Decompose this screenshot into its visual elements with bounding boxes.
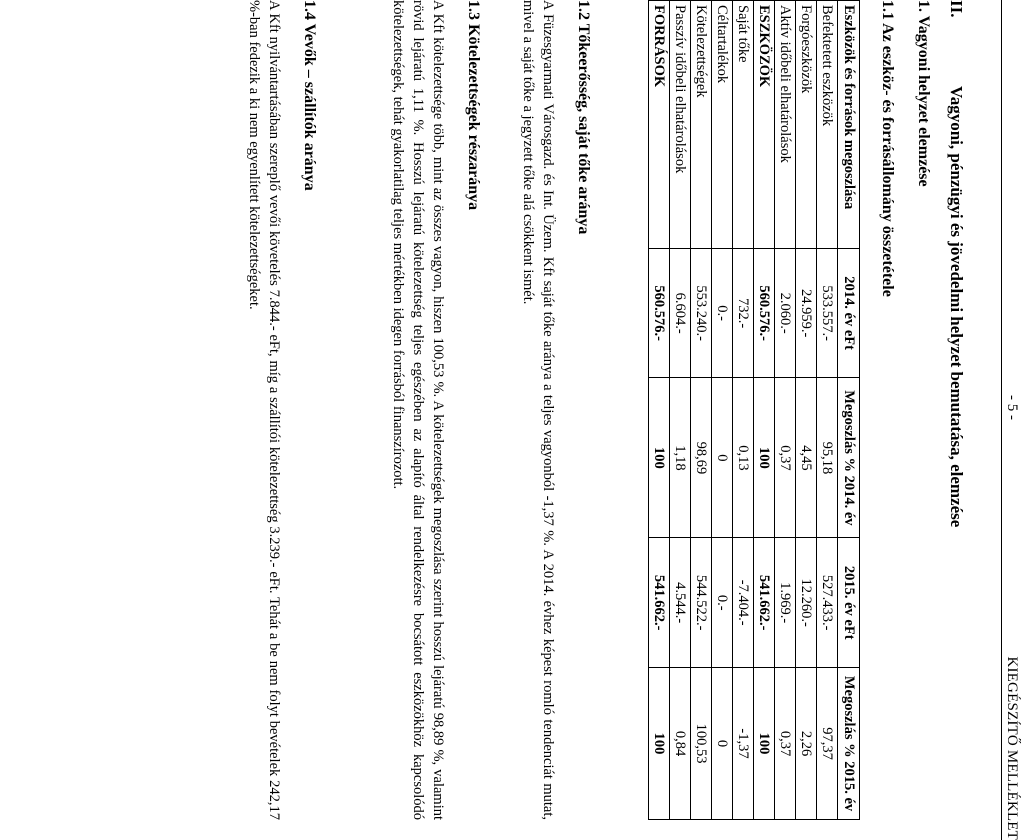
table-row	[796, 1, 817, 820]
row-label: Kötelezettségek	[691, 1, 712, 249]
row-value: 732.-	[733, 248, 754, 378]
row-value: 6.604.-	[670, 248, 691, 378]
row-label: Forgóeszközök	[796, 1, 817, 249]
row-value: 100	[649, 668, 670, 820]
paragraph-liabilities: A Kft kötelezettsége több, mint az összes vagyon, hiszen 100,53 %. A kötelezettségek megoszlása szerint hosszú lejáratú 98,89 %, valamint rövid lejáratú 1,11 %. Hosszú lejáratú kötelezettség teljes egészében az alapító által rendelkezésre bocsátott eszközökhöz kapcsolódó kötelezettségek, tehát gyakorlatilag teljes mértékben idegen forrásból finanszírozott.	[390, 0, 446, 820]
row-value: 100	[754, 668, 775, 820]
row-value: 533.557.-	[817, 248, 838, 378]
row-value: -7.404.-	[733, 538, 754, 668]
table-row	[712, 1, 733, 820]
row-value: 97,37	[817, 668, 838, 820]
subsection-title-1: 1. Vagyoni helyzet elemzése	[915, 0, 932, 187]
subsection-title-1-4: 1.4 Vevők – szállítók aránya	[301, 0, 318, 191]
row-label: FORRÁSOK	[649, 1, 670, 249]
table-row	[754, 1, 775, 820]
row-value: -1,37	[733, 668, 754, 820]
row-value: 0.-	[712, 248, 733, 378]
row-label: ESZKÖZÖK	[754, 1, 775, 249]
row-value: 98,69	[691, 378, 712, 538]
subsection-title-1-3: 1.3 Kötelezettségek részaránya	[465, 0, 482, 211]
table-row	[649, 1, 670, 820]
row-value: 0	[712, 378, 733, 538]
row-label: Saját tőke	[733, 1, 754, 249]
subsection-title-1-1: 1.1 Az eszköz- és forrásállomány összetétele	[879, 0, 896, 297]
row-value: 0.-	[712, 538, 733, 668]
row-value: 100	[754, 378, 775, 538]
table-row	[670, 1, 691, 820]
row-value: 1,18	[670, 378, 691, 538]
row-value: 1.969.-	[775, 538, 796, 668]
row-value: 100,53	[691, 668, 712, 820]
page-number: - 5 -	[1004, 395, 1020, 420]
row-value: 553.240.-	[691, 248, 712, 378]
table-row	[775, 1, 796, 820]
row-value: 4,45	[796, 378, 817, 538]
header-label: KIEGÉSZÍTŐ MELLÉKLET	[1004, 656, 1020, 840]
row-value: 541.662.-	[754, 538, 775, 668]
row-value: 560.576.-	[754, 248, 775, 378]
row-value: 2.060.-	[775, 248, 796, 378]
row-value: 0,13	[733, 378, 754, 538]
row-value: 2,26	[796, 668, 817, 820]
table-header-row	[838, 1, 860, 820]
row-label: Passzív időbeli elhatárolások	[670, 1, 691, 249]
table-header-cell: Eszközök és források megoszlása	[838, 1, 860, 249]
section-numeral: II.	[947, 0, 966, 18]
row-label: Befektetett eszközök	[817, 1, 838, 249]
row-value: 560.576.-	[649, 248, 670, 378]
row-value: 24.959.-	[796, 248, 817, 378]
row-value: 541.662.-	[649, 538, 670, 668]
section-title: Vagyoni, pénzügyi és jövedelmi helyzet bemutatása, elemzése	[947, 86, 966, 528]
row-value: 0,84	[670, 668, 691, 820]
table-header-cell: 2014. év eFt	[838, 248, 860, 378]
table-header-cell: Megoszlás % 2015. év	[838, 668, 860, 820]
table-header-cell: Megoszlás % 2014. év	[838, 378, 860, 538]
row-value: 100	[649, 378, 670, 538]
header-divider	[1001, 0, 1002, 840]
row-value: 0	[712, 668, 733, 820]
paragraph-receivables: A Kft nyilvántartásában szereplő vevői követelés 7.844.- eFt, míg a szállítói kötelezettség 3.239.- eFt. Tehát a be nem folyt bevételek 242,17 %-ban fedezik a ki nem egyenlített kötelezettségeket.	[246, 0, 282, 820]
paragraph-equity: A Füzesgyarmati Városgazd. és Int. Üzem. Kft saját tőke aránya a teljes vagyonból -1,37 %. A 2014. évhez képest romló tendenciát mutat, mivel a saját tőke a jegyzett tőke alá csökkent ismét.	[520, 0, 556, 820]
table-row	[691, 1, 712, 820]
row-value: 0,37	[775, 668, 796, 820]
asset-liability-table	[648, 0, 860, 820]
subsection-title-1-2: 1.2 Tőkeerősség, saját tőke aránya	[575, 0, 592, 235]
row-value: 527.433.-	[817, 538, 838, 668]
row-value: 95,18	[817, 378, 838, 538]
row-value: 4.544.-	[670, 538, 691, 668]
row-value: 544.522.-	[691, 538, 712, 668]
row-value: 12.260.-	[796, 538, 817, 668]
row-value: 0,37	[775, 378, 796, 538]
table-row	[733, 1, 754, 820]
table-row	[817, 1, 838, 820]
table-header-cell: 2015. év eFt	[838, 538, 860, 668]
row-label: Aktív időbeli elhatárolások	[775, 1, 796, 249]
row-label: Céltartalékok	[712, 1, 733, 249]
